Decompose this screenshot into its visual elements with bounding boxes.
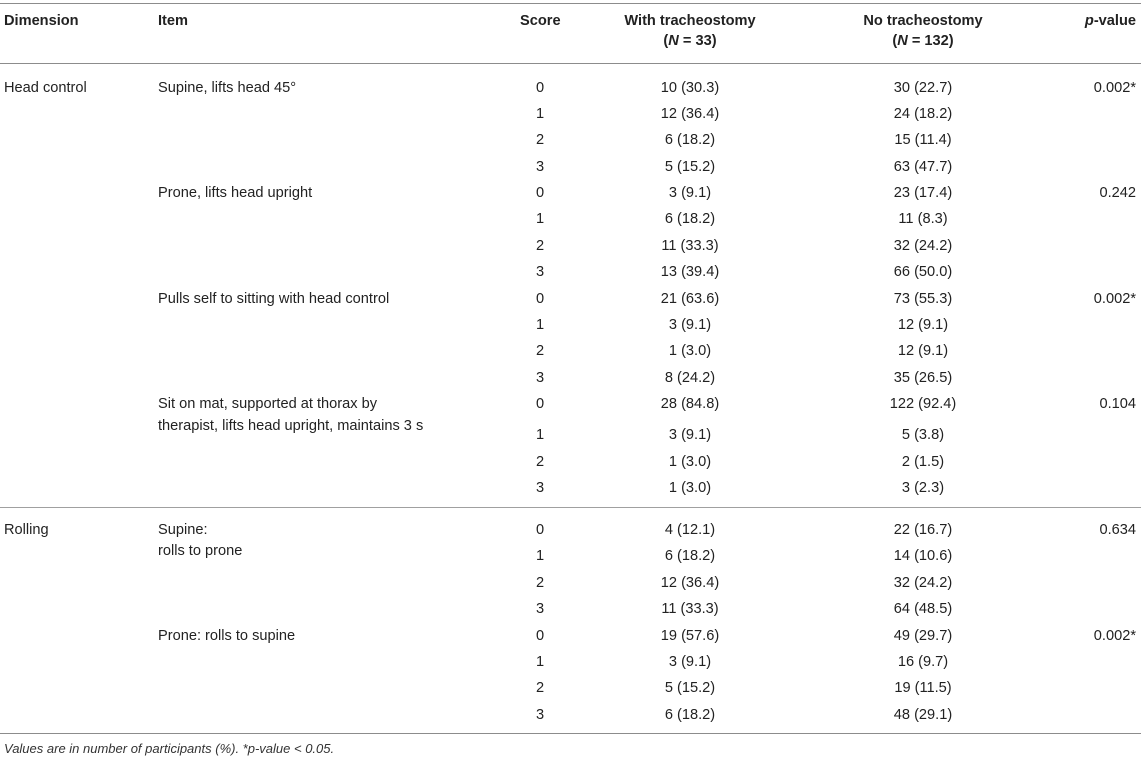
header-with-n: (N = 33): [663, 33, 717, 49]
with-cell: 13 (39.4): [660, 264, 720, 280]
with-cell: 6 (18.2): [664, 548, 716, 564]
no-cell: 11 (8.3): [898, 211, 948, 227]
with-cell: 19 (57.6): [660, 628, 720, 644]
with-cell: 3 (9.1): [668, 654, 712, 670]
header-with-tracheostomy: [620, 13, 760, 50]
score-cell: 1: [535, 654, 545, 670]
with-cell: 6 (18.2): [664, 707, 716, 723]
score-cell: 1: [535, 106, 545, 122]
header-with-n-value: = 33): [678, 33, 717, 49]
p-value: 0.634: [1099, 522, 1136, 538]
score-cell: 2: [535, 575, 545, 591]
with-cell: 6 (18.2): [664, 132, 716, 148]
score-cell: 3: [535, 159, 545, 175]
header-rule: [0, 63, 1141, 64]
no-cell: 49 (29.7): [893, 628, 953, 644]
with-cell: 3 (9.1): [668, 185, 712, 201]
score-cell: 2: [535, 454, 545, 470]
header-p-letter: p: [1084, 13, 1094, 29]
p-value: 0.002*: [1093, 291, 1136, 307]
no-cell: 5 (3.8): [901, 427, 945, 443]
no-cell: 66 (50.0): [893, 264, 953, 280]
with-cell: 4 (12.1): [664, 522, 716, 538]
no-cell: 16 (9.7): [897, 654, 949, 670]
no-cell: 32 (24.2): [893, 575, 953, 591]
item-label: Supine, lifts head 45°: [158, 80, 297, 96]
item-label-line-2: therapist, lifts head upright, maintains 3 s: [158, 418, 424, 434]
no-cell: 19 (11.5): [894, 680, 952, 696]
item-label: Prone, lifts head upright: [158, 185, 313, 201]
p-value: 0.002*: [1093, 80, 1136, 96]
header-item: Item: [158, 13, 189, 29]
with-cell: 12 (36.4): [660, 575, 720, 591]
with-cell: 8 (24.2): [664, 370, 716, 386]
score-cell: 3: [535, 264, 545, 280]
header-p-value: [1030, 13, 1136, 30]
score-cell: 0: [535, 80, 545, 96]
no-cell: 15 (11.4): [894, 132, 952, 148]
item-label-line-2: rolls to prone: [158, 543, 243, 559]
item-label-line-1: Sit on mat, supported at thorax by: [158, 396, 378, 412]
score-cell: 0: [535, 185, 545, 201]
score-cell: 0: [535, 628, 545, 644]
with-cell: 3 (9.1): [668, 317, 712, 333]
no-cell: 48 (29.1): [893, 707, 953, 723]
with-cell: 5 (15.2): [664, 159, 716, 175]
header-no-n: (N = 132): [892, 33, 954, 49]
score-cell: 1: [535, 211, 545, 227]
with-cell: 6 (18.2): [664, 211, 716, 227]
p-value: 0.104: [1099, 396, 1136, 412]
with-cell: 28 (84.8): [660, 396, 720, 412]
header-p-rest: -value: [1093, 13, 1136, 29]
header-dimension: Dimension: [4, 13, 79, 29]
score-cell: 0: [535, 522, 545, 538]
dimension-head-control: Head control: [4, 80, 87, 96]
item-label: Pulls self to sitting with head control: [158, 291, 390, 307]
no-cell: 30 (22.7): [893, 80, 953, 96]
no-cell: 12 (9.1): [897, 343, 949, 359]
p-value: 0.242: [1099, 185, 1136, 201]
no-cell: 73 (55.3): [893, 291, 953, 307]
score-cell: 2: [535, 132, 545, 148]
score-cell: 2: [535, 680, 545, 696]
no-cell: 3 (2.3): [901, 480, 945, 496]
score-cell: 3: [535, 707, 545, 723]
score-cell: 1: [535, 427, 545, 443]
score-cell: 0: [535, 396, 545, 412]
score-cell: 3: [535, 480, 545, 496]
p-value: 0.002*: [1093, 628, 1136, 644]
no-cell: 22 (16.7): [893, 522, 953, 538]
no-cell: 64 (48.5): [893, 601, 953, 617]
no-cell: 122 (92.4): [889, 396, 957, 412]
header-with-n-letter: N: [668, 33, 679, 49]
with-cell: 21 (63.6): [660, 291, 720, 307]
score-cell: 3: [535, 370, 545, 386]
with-cell: 1 (3.0): [668, 454, 712, 470]
no-cell: 35 (26.5): [893, 370, 953, 386]
no-cell: 12 (9.1): [897, 317, 949, 333]
score-cell: 2: [535, 343, 545, 359]
no-cell: 24 (18.2): [893, 106, 953, 122]
score-cell: 3: [535, 601, 545, 617]
no-cell: 14 (10.6): [893, 548, 953, 564]
no-cell: 63 (47.7): [893, 159, 953, 175]
no-cell: 32 (24.2): [893, 238, 953, 254]
header-score: Score: [520, 13, 561, 29]
table-top-rule: [0, 3, 1141, 4]
item-label-line-1: Supine:: [158, 522, 208, 538]
with-cell: 3 (9.1): [668, 427, 712, 443]
section-divider: [0, 507, 1141, 508]
with-cell: 1 (3.0): [668, 480, 712, 496]
table-footnote: Values are in number of participants (%). *p-value < 0.05.: [4, 741, 335, 756]
score-cell: 1: [535, 317, 545, 333]
header-with-title: With tracheostomy: [624, 13, 756, 29]
dimension-rolling: Rolling: [4, 522, 49, 538]
with-cell: 1 (3.0): [668, 343, 712, 359]
item-label: Prone: rolls to supine: [158, 628, 296, 644]
header-no-n-letter: N: [897, 33, 908, 49]
header-no-tracheostomy: [853, 13, 993, 50]
with-cell: 5 (15.2): [664, 680, 716, 696]
score-cell: 0: [535, 291, 545, 307]
header-no-n-value: = 132): [907, 33, 954, 49]
score-cell: 1: [535, 548, 545, 564]
no-cell: 23 (17.4): [893, 185, 953, 201]
no-cell: 2 (1.5): [901, 454, 945, 470]
header-no-title: No tracheostomy: [863, 13, 983, 29]
with-cell: 11 (33.3): [661, 238, 719, 254]
score-cell: 2: [535, 238, 545, 254]
with-cell: 10 (30.3): [660, 80, 720, 96]
with-cell: 12 (36.4): [660, 106, 720, 122]
with-cell: 11 (33.3): [661, 601, 719, 617]
table-bottom-rule: [0, 733, 1141, 734]
